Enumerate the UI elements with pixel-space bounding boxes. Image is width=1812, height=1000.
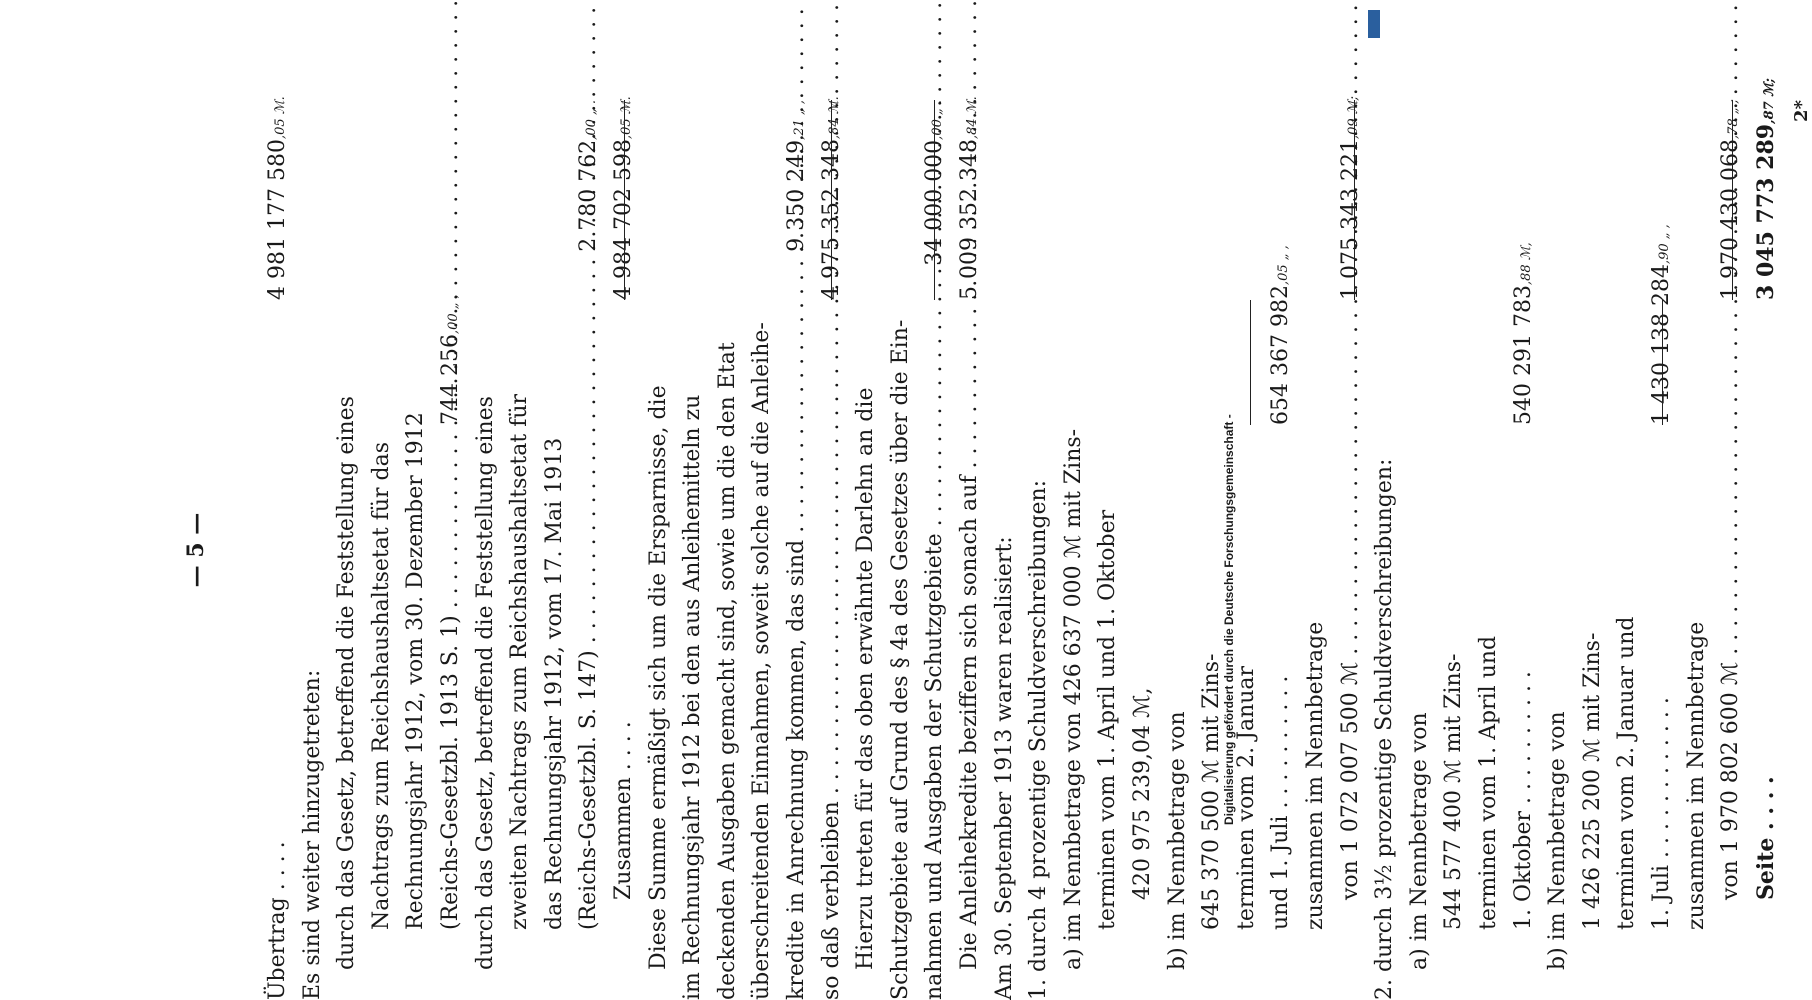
line-text: 1. Oktober . . . . . . . . . . (1510, 671, 1536, 930)
line-text: Am 30. September 1913 waren realisiert: (991, 536, 1017, 1000)
line-text: im Rechnungsjahr 1912 bei den aus Anleihemitteln zu (680, 394, 706, 1000)
amount-value: 3 045 773 289 (1752, 123, 1779, 300)
document-line (1507, 100, 1541, 1000)
amount-value: 2 780 762 (576, 139, 602, 252)
amount-decimal: ,87 ℳ; (1761, 78, 1777, 124)
document-line (399, 100, 433, 1000)
line-text: von 1 072 007 500 ℳ . . . (1334, 440, 1368, 1000)
dfg-logo (1368, 10, 1380, 38)
amount-value: 9 350 249 (784, 139, 809, 252)
total-amount (815, 96, 852, 300)
line-text: 1 426 225 200 ℳ mit Zins- (1579, 632, 1605, 930)
document-line (676, 100, 710, 1000)
document-line (1126, 100, 1160, 1000)
line-text: 645 370 500 ℳ mit Zins- (1199, 653, 1225, 930)
amount-value: 540 291 783 (1510, 285, 1536, 425)
line-text: deckenden Ausgaben gemacht sind, sowie um die den Etat (714, 342, 740, 1000)
amount-value: 744 256 (438, 334, 463, 425)
line-text: überschreitenden Einnahmen, soweit solche auf die Anleihe- (749, 322, 775, 1000)
amount-value: 1 075 343 221 (1337, 139, 1363, 300)
document-line (296, 100, 330, 1000)
document-line (988, 100, 1022, 1000)
amount-value: 1 430 138 284 (1649, 264, 1674, 425)
line-text: 420 975 239,04 ℳ, (1130, 687, 1155, 900)
document-line (1610, 100, 1644, 1000)
total-amount (918, 100, 955, 300)
total-amount (953, 96, 990, 300)
line-text: terminen vom 1. April und (1476, 635, 1501, 930)
document-line (953, 96, 987, 1000)
line-text: Es sind weiter hinzugetreten: (299, 669, 325, 1000)
line-text: Die Anleihekredite beziffern sich sonach auf . . . (953, 440, 987, 1000)
amount-decimal: ,21 „ , (792, 100, 807, 140)
amount-value: 34 000 000 (922, 139, 948, 266)
total-amount (261, 96, 298, 300)
document-line (1057, 100, 1091, 1000)
line-text: Hierzu treten für das oben erwähnte Darlehn an die (853, 387, 879, 970)
amount-decimal: ,84 ℳ. (965, 96, 980, 140)
total-amount (572, 100, 609, 300)
rule-line (1662, 300, 1663, 425)
document-line (1161, 100, 1195, 1000)
footer-mark: 2* (1791, 100, 1812, 122)
amount-value: 4 984 702 598 (611, 139, 636, 300)
line-text: terminen vom 1. April und 1. Oktober (1095, 509, 1121, 930)
line-text: zweiten Nachtrags zum Reichshaushaltsetat für (507, 393, 533, 930)
amount-decimal: ,00 „ , (446, 294, 461, 335)
line-text: Seite . . . . (1752, 776, 1779, 900)
line-text: von 1 970 802 600 ℳ . . . (1714, 440, 1748, 1000)
total-amount (1749, 78, 1787, 300)
document-line (538, 100, 572, 1000)
document-line (884, 100, 918, 1000)
subtotal-amount (434, 294, 471, 425)
amount-decimal: ,00 „ . (930, 100, 946, 140)
line-text: 2. durch 3½ prozentige Schuldverschreibungen: (1372, 458, 1398, 1000)
page-number: — 5 — (183, 512, 209, 588)
document-line (849, 100, 883, 1000)
side-note-text: Digitalisierung gefördert durch die Deutsche Forschungsgemeinschaft - (1222, 414, 1236, 825)
amount-decimal: ,05 ℳ. (273, 96, 288, 140)
document-line (434, 100, 468, 1000)
document-line (1576, 100, 1610, 1000)
line-text: 1. durch 4 prozentige Schuldverschreibungen: (1026, 479, 1052, 1000)
line-text: terminen vom 2. Januar (1233, 665, 1259, 930)
line-text: so daß verbleiben . . . (815, 440, 849, 1000)
document-line (261, 96, 295, 1000)
document-line (1541, 100, 1575, 1000)
line-text: zusammen im Nennbetrage (1303, 621, 1328, 930)
document-line (572, 100, 606, 1000)
document-line (780, 100, 814, 1000)
amount-value: 4 981 177 580 (265, 139, 290, 300)
line-text: Zusammen . . . . (611, 721, 636, 900)
line-text: a) im Nennbetrage von 426 637 000 ℳ mit Zins- (1060, 428, 1086, 970)
document-line (365, 100, 399, 1000)
line-text: 544 577 400 ℳ mit Zins- (1441, 653, 1467, 930)
amount-decimal: ,88 ℳ, (1518, 242, 1534, 286)
amount-decimal: ,05 „ , (1276, 245, 1292, 286)
document-line (503, 100, 537, 1000)
document-line (1749, 78, 1783, 1000)
line-text: durch das Gesetz, betreffend die Feststellung eines (472, 396, 498, 970)
total-amount (780, 100, 817, 300)
line-text: und 1. Juli . . . . . . . . . . (1268, 675, 1294, 930)
line-text: Nachtrags zum Reichshaushaltsetat für das (368, 441, 394, 930)
line-text: 1. Juli . . . . . . . . . . . . (1649, 697, 1674, 930)
line-text: zusammen im Nennbetrage (1683, 621, 1709, 930)
rotated-document-page (141, 78, 1812, 1000)
line-text: Übertrag . . . . (265, 841, 290, 1000)
document-line (711, 100, 745, 1000)
line-text: a) im Nennbetrage von (1406, 712, 1432, 970)
line-text: Rechnungsjahr 1912, vom 30. Dezember 1912 (403, 412, 429, 930)
document-line (330, 100, 364, 1000)
line-text: Schutzgebiete auf Grund des § 4a des Gesetzes über die Ein- (887, 319, 913, 1000)
subtotal-amount (1645, 224, 1682, 425)
document-line (1472, 100, 1506, 1000)
rule-line (934, 100, 935, 300)
amount-value: 4 975 352 348 (818, 139, 844, 300)
line-text: kredite in Anrechnung kommen, das sind . . . (780, 440, 814, 1000)
total-amount (607, 96, 644, 300)
amount-decimal: ,05 ℳ. (619, 96, 634, 140)
amount-decimal: ,84 ℳ. (826, 96, 842, 140)
line-text: das Rechnungsjahr 1912, vom 17. Mai 1913 (541, 437, 567, 930)
line-text: (Reichs-Gesetzbl. S. 147) . . . (572, 440, 606, 1000)
rule-line (831, 100, 832, 300)
subtotal-amount (1507, 242, 1544, 425)
document-line (1645, 100, 1679, 1000)
line-text: nahmen und Ausgaben der Schutzgebiete . . . (918, 440, 952, 1000)
line-text: (Reichs-Gesetzbl. 1913 S. 1) . . . (434, 440, 468, 1000)
amount-decimal: ,90 „ , (1657, 224, 1672, 265)
document-line (1022, 100, 1056, 1000)
line-text: b) im Nennbetrage von (1164, 711, 1190, 970)
document-line (1680, 100, 1714, 1000)
amount-decimal: ,00 „ . (584, 100, 600, 140)
document-line (1403, 100, 1437, 1000)
amount-decimal: ,09 ℳ; (1345, 95, 1361, 140)
rule-line (1732, 100, 1733, 300)
document-line (642, 100, 676, 1000)
rule-line (624, 100, 625, 300)
document-line (469, 100, 503, 1000)
line-text: b) im Nennbetrage von (1545, 711, 1571, 970)
document-line (745, 100, 779, 1000)
document-line (918, 100, 952, 1000)
digitization-note (1222, 125, 1382, 825)
amount-value: 1 970 430 068 (1718, 139, 1744, 300)
amount-decimal: ,78 „ ; (1726, 98, 1742, 140)
line-text: Diese Summe ermäßigt sich um die Ersparnisse, die (645, 385, 671, 970)
line-text: durch das Gesetz, betreffend die Feststellung eines (334, 396, 360, 970)
document-line (1091, 100, 1125, 1000)
amount-value: 5 009 352 348 (957, 139, 982, 300)
line-text: terminen vom 2. Januar und (1614, 616, 1640, 930)
amount-value: 654 367 982 (1268, 285, 1294, 425)
document-line (1437, 100, 1471, 1000)
